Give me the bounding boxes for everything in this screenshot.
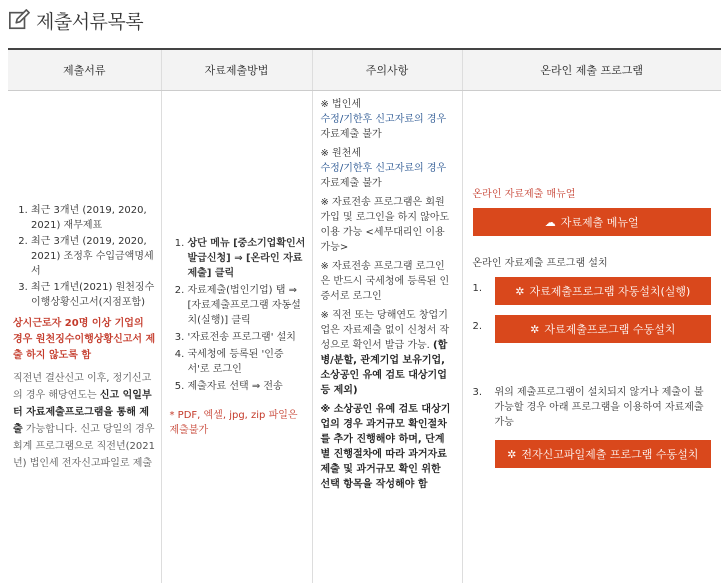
step-number: 2. xyxy=(473,315,495,334)
header-online-program: 온라인 제출 프로그램 xyxy=(462,49,721,91)
e-file-install-button[interactable] xyxy=(495,440,712,468)
step-number: 3. xyxy=(473,385,495,430)
program-caution: ※ 자료전송 프로그램은 회원가입 및 로그인을 하지 않아도 이용 가능 <세무대리인 이용가능> xyxy=(321,195,454,255)
auto-install-row xyxy=(473,277,712,305)
corp-tax-condition: 수정/기한후 신고자료의 경우 xyxy=(321,112,454,127)
auto-install-label: 자료제출프로그램 자동설치(실행) xyxy=(529,284,690,299)
step-2: 2. 자료제출(법인기업) 탭 ⇒ [자료제출프로그램 자동설치(실행)] 클릭 xyxy=(188,283,306,328)
step-4: 4. 국세청에 등록된 '인증서'로 로그인 xyxy=(188,347,306,377)
manual-button-label: 자료제출 메뉴얼 xyxy=(561,215,639,230)
cloud-download-icon: ☁ xyxy=(545,215,556,230)
corp-tax-result: 자료제출 불가 xyxy=(321,127,454,142)
manual-button[interactable] xyxy=(473,208,712,236)
caution-cell xyxy=(312,91,462,583)
withholding-caution xyxy=(321,146,454,191)
documents-list xyxy=(13,203,157,310)
step-3: 3. '자료전송 프로그램' 설치 xyxy=(188,330,306,345)
withholding-title: ※ 원천세 xyxy=(321,146,454,161)
login-caution: ※ 자료전송 프로그램 로그인은 반드시 국세청에 등록된 인증서로 로그인 xyxy=(321,259,454,304)
header-method: 자료제출방법 xyxy=(161,49,312,91)
withholding-condition: 수정/기한후 신고자료의 경우 xyxy=(321,161,454,176)
fallback-row xyxy=(473,385,712,430)
note-text: 직전년 결산신고 이후, 정기신고의 경우 해당연도는 xyxy=(13,373,151,401)
startup-bold-text: (합병/분할, 관계기업 보유기업, 소상공인 유예 검토 대상기업 등 제외) xyxy=(321,340,448,396)
page-title: 제출서류목록 xyxy=(36,7,143,34)
startup-text: ※ 직전 또는 당해연도 창업기업은 자료제출 없이 신청서 작성으로 확인서 발급 가능. xyxy=(321,310,450,351)
startup-caution xyxy=(321,308,454,398)
step-1 xyxy=(188,236,306,281)
note-bold-text: 신고 익일부터 자료제출프로그램을 통해 제출 xyxy=(13,390,152,435)
file-type-note: * PDF, 엑셀, jpg, zip 파일은 제출불가 xyxy=(170,408,306,438)
auto-install-button[interactable] xyxy=(495,277,712,305)
header-documents: 제출서류 xyxy=(8,49,161,91)
e-file-install-label: 전자신고파일제출 프로그램 수동설치 xyxy=(521,447,698,462)
note-text: 가능합니다. 신고 당일의 경우 회계 프로그램으로 직전년(2021년) 법인세 전자신고파일로 제출 xyxy=(13,424,155,469)
table-header-row xyxy=(8,49,721,91)
manual-install-button[interactable] xyxy=(495,315,712,343)
edit-icon xyxy=(8,9,30,31)
manual-label: 온라인 자료제출 매뉴얼 xyxy=(473,187,712,202)
documents-table xyxy=(8,48,721,583)
step-5: 5. 제출자료 선택 ⇒ 전송 xyxy=(188,379,306,394)
gear-icon: ✲ xyxy=(507,447,516,462)
warning-text: 상시근로자 20명 이상 기업의 경우 원천징수이행상황신고서 제출 하지 않도록 함 xyxy=(13,316,157,364)
method-steps xyxy=(170,236,306,394)
withholding-result: 자료제출 불가 xyxy=(321,176,454,191)
list-item: 3. 최근 1개년(2021) 원천징수이행상황신고서(지점포함) xyxy=(31,280,157,310)
install-label: 온라인 자료제출 프로그램 설치 xyxy=(473,256,712,271)
method-cell xyxy=(161,91,312,583)
gear-icon: ✲ xyxy=(515,284,524,299)
table-row xyxy=(8,91,721,583)
list-item: 2. 최근 3개년 (2019, 2020, 2021) 조정후 수입금액명세서 xyxy=(31,234,157,279)
submission-note xyxy=(13,370,157,472)
step-1-text: 상단 메뉴 [중소기업확인서 발급신청] ⇒ [온라인 자료제출] 클릭 xyxy=(188,238,306,279)
page-header xyxy=(8,6,143,34)
small-business-caution xyxy=(321,402,454,492)
manual-install-row xyxy=(473,315,712,343)
fallback-text: 위의 제출프로그램이 설치되지 않거나 제출이 불가능할 경우 아래 프로그램을 이용하여 자료제출 가능 xyxy=(495,385,712,430)
corp-tax-title: ※ 법인세 xyxy=(321,97,454,112)
small-business-bold-text: ※ 소상공인 유예 검토 대상기업의 경우 과거규모 확인절차를 추가 진행해야 하며, 단계별 진행절차에 따라 과거자료제출 및 과거규모 확인 위한 선택 항목을 작성해야 함 xyxy=(321,404,451,490)
list-item: 1. 최근 3개년 (2019, 2020, 2021) 재무제표 xyxy=(31,203,157,233)
corp-tax-caution xyxy=(321,97,454,142)
header-caution: 주의사항 xyxy=(312,49,462,91)
step-number: 1. xyxy=(473,277,495,296)
gear-icon: ✲ xyxy=(530,322,539,337)
documents-cell xyxy=(8,91,161,583)
manual-install-label: 자료제출프로그램 수동설치 xyxy=(544,322,675,337)
online-program-cell xyxy=(462,91,721,583)
